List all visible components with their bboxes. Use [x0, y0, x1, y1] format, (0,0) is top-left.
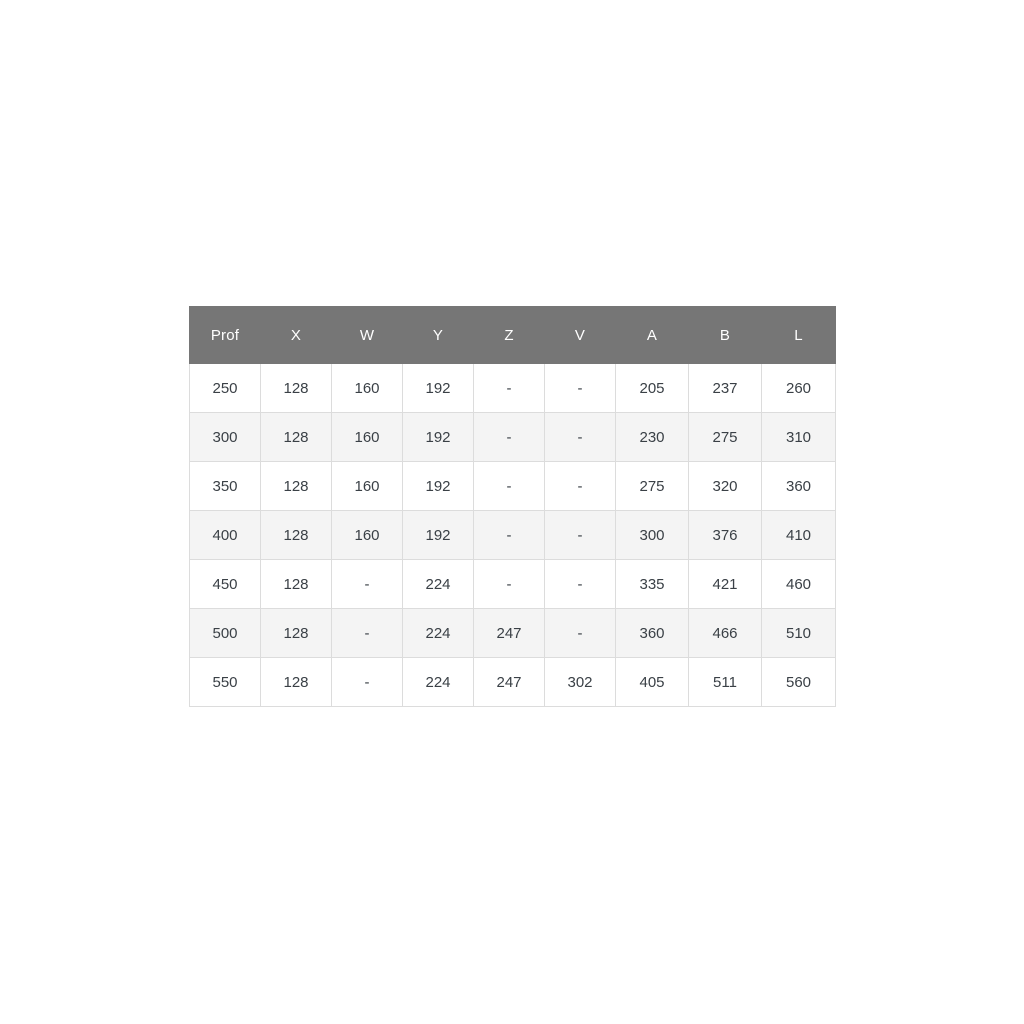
cell-w: -	[332, 560, 403, 609]
cell-v: -	[545, 364, 616, 413]
cell-z: 247	[474, 658, 545, 707]
cell-x: 128	[261, 413, 332, 462]
table-row	[190, 658, 836, 707]
table-row	[190, 511, 836, 560]
cell-x: 128	[261, 658, 332, 707]
table-row	[190, 462, 836, 511]
cell-v: -	[545, 462, 616, 511]
column-header-a: A	[616, 307, 689, 364]
cell-z: -	[474, 413, 545, 462]
column-header-y: Y	[403, 307, 474, 364]
cell-w: 160	[332, 462, 403, 511]
cell-prof: 350	[190, 462, 261, 511]
cell-x: 128	[261, 511, 332, 560]
cell-l: 410	[762, 511, 836, 560]
column-header-l: L	[762, 307, 836, 364]
cell-prof: 300	[190, 413, 261, 462]
cell-x: 128	[261, 560, 332, 609]
cell-b: 237	[689, 364, 762, 413]
table-row	[190, 560, 836, 609]
column-header-x: X	[261, 307, 332, 364]
cell-l: 510	[762, 609, 836, 658]
cell-z: -	[474, 560, 545, 609]
cell-b: 511	[689, 658, 762, 707]
table-row	[190, 413, 836, 462]
cell-prof: 500	[190, 609, 261, 658]
cell-x: 128	[261, 364, 332, 413]
cell-a: 360	[616, 609, 689, 658]
cell-z: -	[474, 364, 545, 413]
cell-z: -	[474, 462, 545, 511]
cell-prof: 550	[190, 658, 261, 707]
cell-prof: 450	[190, 560, 261, 609]
cell-a: 205	[616, 364, 689, 413]
table-row	[190, 364, 836, 413]
cell-b: 376	[689, 511, 762, 560]
cell-w: 160	[332, 511, 403, 560]
cell-v: -	[545, 413, 616, 462]
cell-v: -	[545, 609, 616, 658]
column-header-b: B	[689, 307, 762, 364]
table-container	[189, 306, 835, 707]
cell-x: 128	[261, 462, 332, 511]
cell-a: 230	[616, 413, 689, 462]
cell-b: 275	[689, 413, 762, 462]
cell-a: 300	[616, 511, 689, 560]
cell-y: 224	[403, 658, 474, 707]
cell-b: 320	[689, 462, 762, 511]
column-header-prof: Prof	[190, 307, 261, 364]
table-header	[190, 307, 836, 364]
cell-v: -	[545, 560, 616, 609]
cell-l: 310	[762, 413, 836, 462]
table-header-row	[190, 307, 836, 364]
cell-y: 224	[403, 560, 474, 609]
cell-prof: 250	[190, 364, 261, 413]
cell-y: 192	[403, 413, 474, 462]
cell-l: 460	[762, 560, 836, 609]
table-row	[190, 609, 836, 658]
column-header-w: W	[332, 307, 403, 364]
cell-z: 247	[474, 609, 545, 658]
cell-a: 275	[616, 462, 689, 511]
cell-l: 260	[762, 364, 836, 413]
profile-dimensions-table	[189, 306, 836, 707]
cell-b: 466	[689, 609, 762, 658]
cell-a: 405	[616, 658, 689, 707]
column-header-z: Z	[474, 307, 545, 364]
cell-y: 192	[403, 364, 474, 413]
cell-y: 224	[403, 609, 474, 658]
cell-w: 160	[332, 364, 403, 413]
cell-l: 360	[762, 462, 836, 511]
cell-prof: 400	[190, 511, 261, 560]
column-header-v: V	[545, 307, 616, 364]
cell-w: -	[332, 658, 403, 707]
cell-z: -	[474, 511, 545, 560]
cell-y: 192	[403, 511, 474, 560]
cell-a: 335	[616, 560, 689, 609]
cell-v: 302	[545, 658, 616, 707]
cell-b: 421	[689, 560, 762, 609]
cell-x: 128	[261, 609, 332, 658]
cell-y: 192	[403, 462, 474, 511]
cell-l: 560	[762, 658, 836, 707]
cell-v: -	[545, 511, 616, 560]
cell-w: 160	[332, 413, 403, 462]
cell-w: -	[332, 609, 403, 658]
table-body	[190, 364, 836, 707]
